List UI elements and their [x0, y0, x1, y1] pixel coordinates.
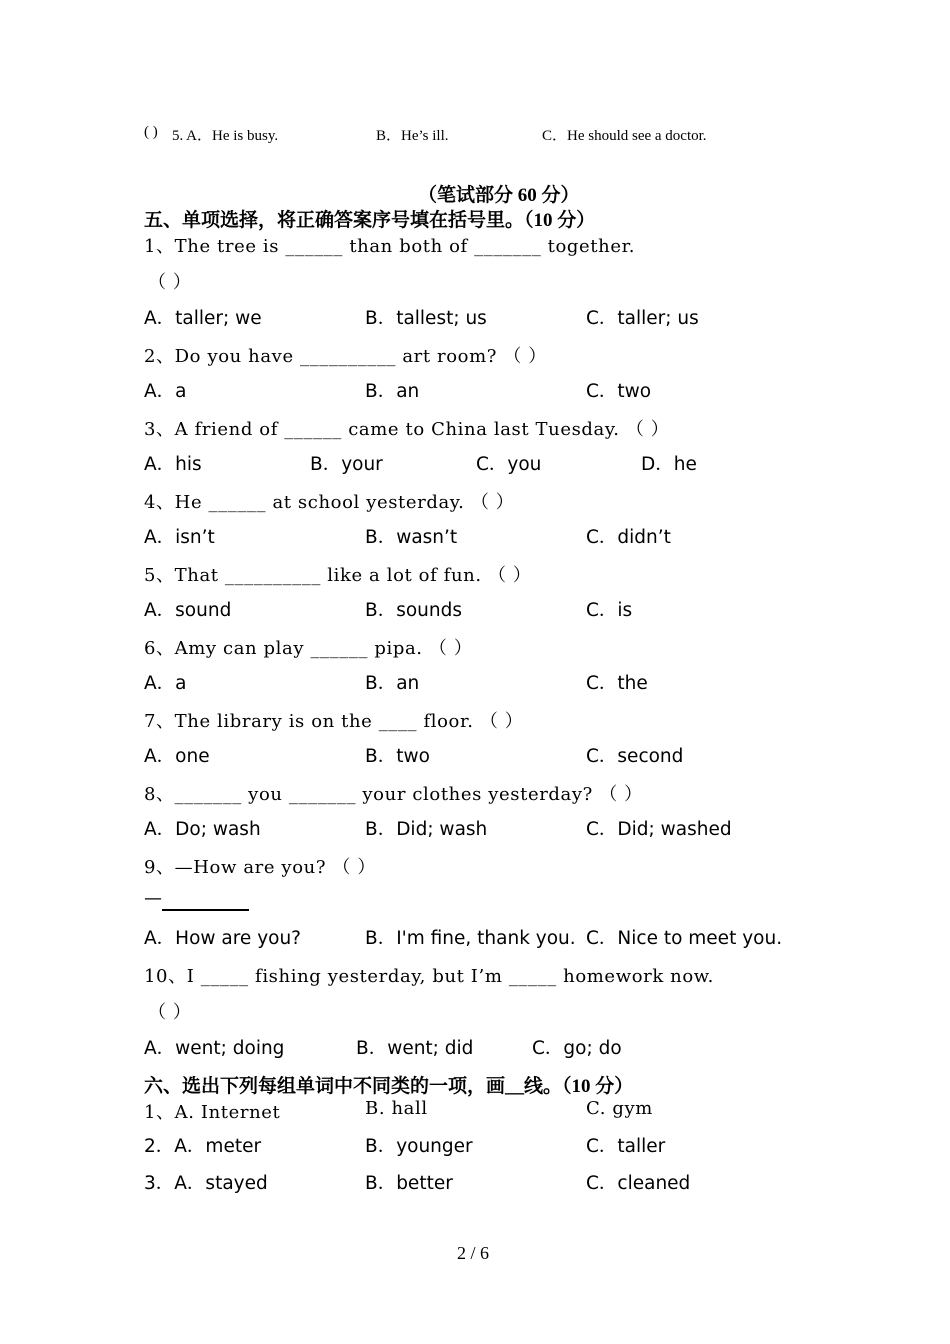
question-10-option-b: B．went; did — [356, 1038, 474, 1059]
question-6-option-c: C．the — [586, 673, 648, 694]
question-7-option-c: C．second — [586, 746, 684, 767]
question-3-option-c: C．you — [476, 454, 542, 475]
section6-row-1-c: C. gym — [586, 1098, 653, 1119]
section6-heading: 六、选出下列每组单词中不同类的一项，画__线。（10 分） — [144, 1076, 634, 1097]
question-1-paren: （ ） — [148, 272, 192, 293]
listening-q5-paren: ( ) — [144, 124, 158, 140]
question-7-stem: 7、The library is on the ____ floor. （ ） — [144, 711, 524, 732]
section6-row-1-b: B. hall — [365, 1098, 428, 1119]
question-5-stem: 5、That __________ like a lot of fun. （ ） — [144, 565, 532, 586]
question-4-option-c: C．didn’t — [586, 527, 671, 548]
question-3-option-a: A．his — [144, 454, 202, 475]
question-8-stem: 8、_______ you _______ your clothes yesterday? （ ） — [144, 784, 643, 805]
section6-row-3-b: B．better — [365, 1173, 453, 1194]
page-number: 2 / 6 — [457, 1243, 490, 1263]
question-2-stem: 2、Do you have __________ art room? （ ） — [144, 346, 547, 367]
question-6-stem: 6、Amy can play ______ pipa. （ ） — [144, 638, 473, 659]
question-8-option-c: C．Did; washed — [586, 819, 732, 840]
question-8-option-a: A．Do; wash — [144, 819, 261, 840]
question-3-stem: 3、A friend of ______ came to China last Tuesday. （ ） — [144, 419, 670, 440]
question-7-option-a: A．one — [144, 746, 210, 767]
listening-q5-option-c: C．He should see a doctor. — [542, 128, 707, 144]
question-1-stem: 1、The tree is ______ than both of _______ together. — [144, 236, 636, 257]
question-5-option-b: B．sounds — [365, 600, 462, 621]
question-1-option-a: A．taller; we — [144, 308, 262, 329]
question-8-option-b: B．Did; wash — [365, 819, 488, 840]
question-3-option-b: B．your — [310, 454, 383, 475]
question-9-option-c: C．Nice to meet you. — [586, 928, 783, 949]
question-10-paren: （ ） — [148, 1002, 192, 1023]
question-6-option-b: B．an — [365, 673, 420, 694]
question-9-stem: 9、—How are you? （ ） — [144, 857, 376, 878]
question-10-option-a: A．went; doing — [144, 1038, 285, 1059]
question-7-option-b: B．two — [365, 746, 430, 767]
question-1-option-c: C．taller; us — [586, 308, 699, 329]
question-6-option-a: A．a — [144, 673, 187, 694]
question-4-option-a: A．isn’t — [144, 527, 215, 548]
question-9-answer-dash: — — [144, 888, 162, 909]
question-2-option-c: C．two — [586, 381, 652, 402]
question-5-option-c: C．is — [586, 600, 633, 621]
section6-row-2-a: 2．A．meter — [144, 1136, 262, 1157]
question-4-option-b: B．wasn’t — [365, 527, 458, 548]
question-9-option-a: A．How are you? — [144, 928, 302, 949]
section6-row-2-b: B．younger — [365, 1136, 473, 1157]
section6-row-3-a: 3．A．stayed — [144, 1173, 268, 1194]
question-10-stem: 10、I _____ fishing yesterday, but I’m _____ homework now. — [144, 966, 714, 987]
question-2-option-a: A．a — [144, 381, 187, 402]
section5-heading: 五、单项选择，将正确答案序号填在括号里。（10 分） — [144, 210, 596, 231]
question-5-option-a: A．sound — [144, 600, 232, 621]
question-2-option-b: B．an — [365, 381, 420, 402]
question-4-stem: 4、He ______ at school yesterday. （ ） — [144, 492, 515, 513]
question-9-option-b: B．I'm fine, thank you. — [365, 928, 576, 949]
listening-q5-option-a: 5. A．He is busy. — [172, 128, 279, 144]
listening-q5-option-b: B．He’s ill. — [376, 128, 449, 144]
question-9-answer-line — [162, 909, 249, 911]
section6-row-2-c: C．taller — [586, 1136, 666, 1157]
question-3-option-d: D．he — [641, 454, 697, 475]
written-part-title: （笔试部分 60 分） — [418, 185, 580, 206]
section6-row-1-a: 1、A. Internet — [144, 1102, 281, 1123]
question-10-option-c: C．go; do — [532, 1038, 622, 1059]
question-1-option-b: B．tallest; us — [365, 308, 487, 329]
section6-row-3-c: C．cleaned — [586, 1173, 691, 1194]
